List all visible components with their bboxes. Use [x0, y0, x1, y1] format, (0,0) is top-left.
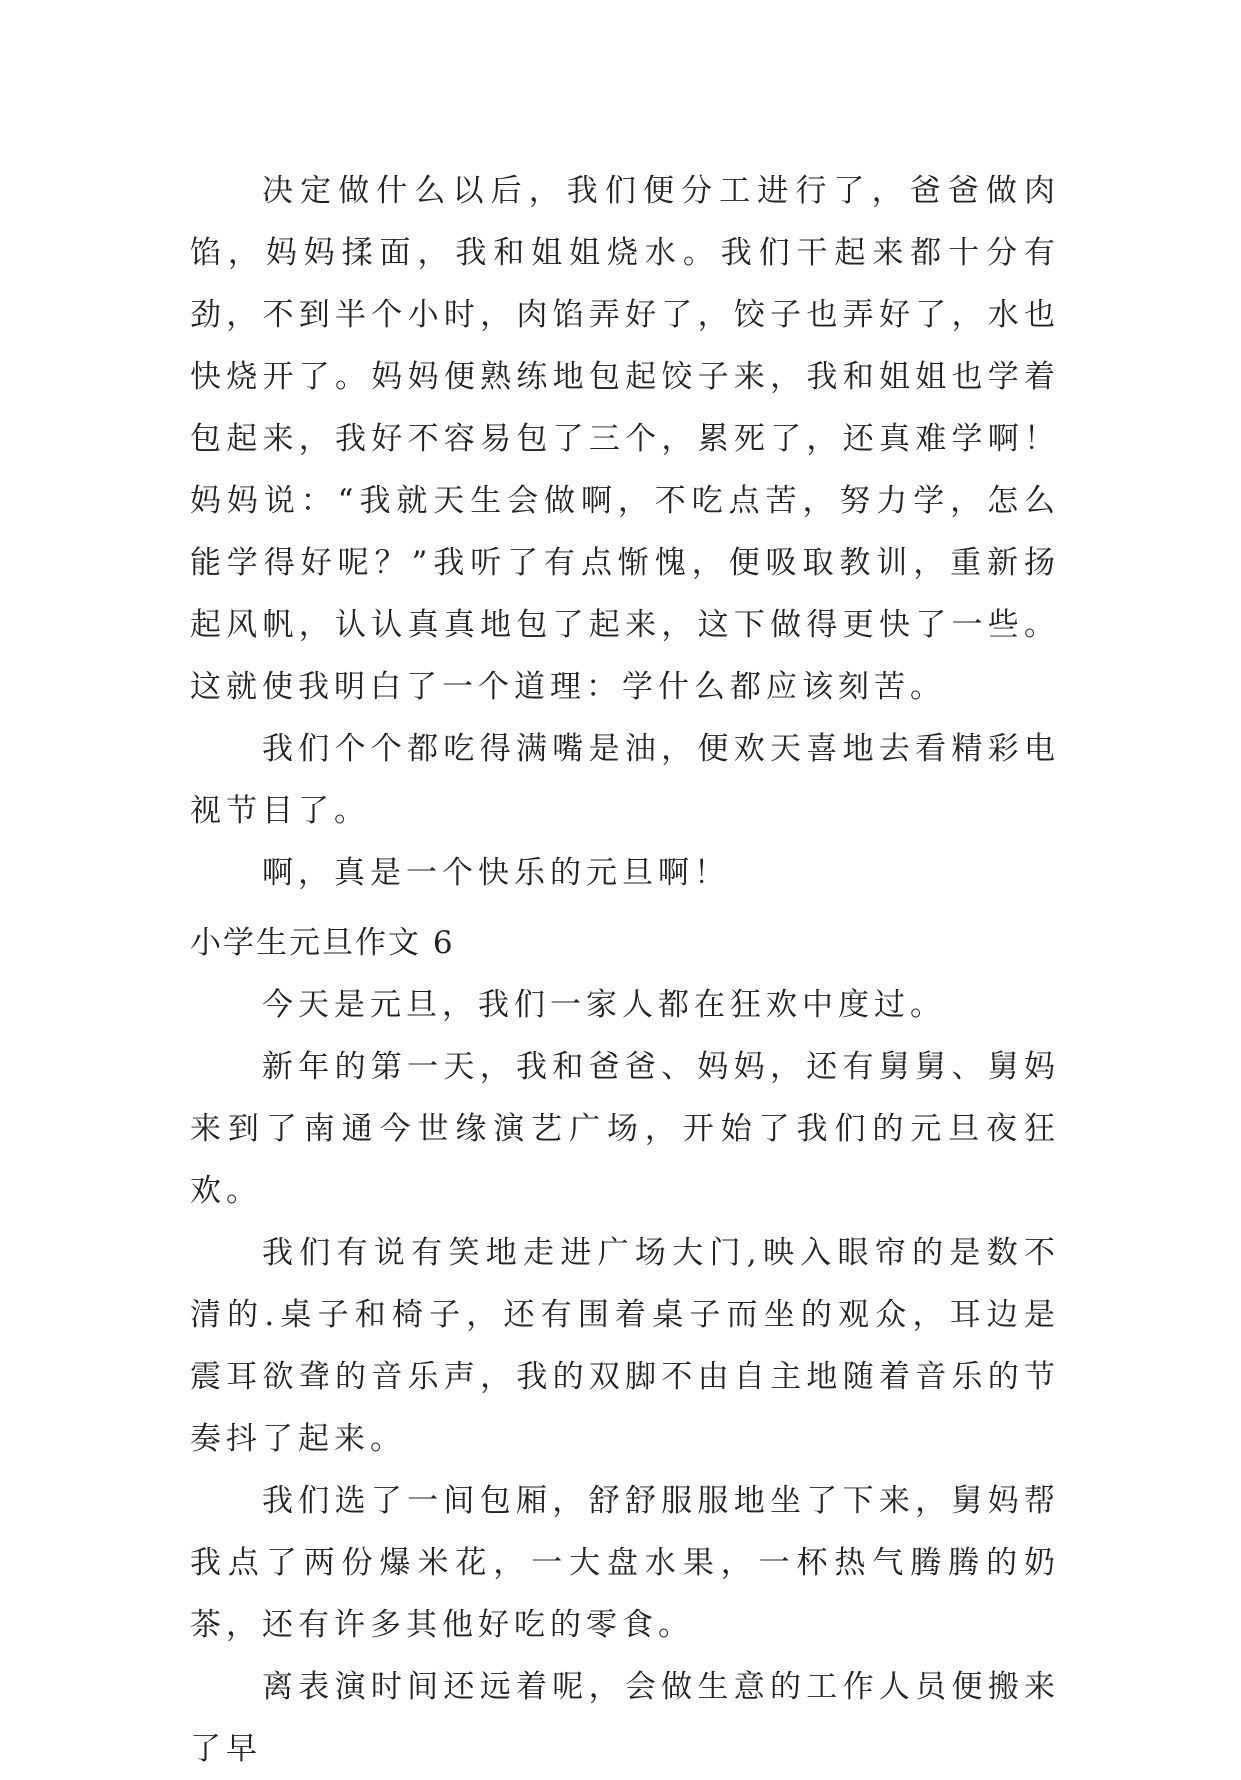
paragraph-happy-new-year: 啊，真是一个快乐的元旦啊！: [262, 855, 730, 891]
paragraph-square: 我们有说有笑地走进广场大门,映入眼帘的是数不清的.桌子和椅子，还有围着桌子而坐的观众，耳边是震耳欲聋的音乐声，我的双脚不由自主地随着音乐的节奏抖了起来。: [190, 1235, 1060, 1457]
paragraph-arrival: 新年的第一天，我和爸爸、妈妈，还有舅舅、舅妈来到了南通今世缘演艺广场，开始了我们的元旦夜狂欢。: [190, 1049, 1060, 1209]
paragraph-new-year-day: 今天是元旦，我们一家人都在狂欢中度过。: [262, 987, 946, 1023]
section-title: 小学生元旦作文 6: [190, 925, 455, 961]
paragraph-eating: 我们个个都吃得满嘴是油，便欢天喜地去看精彩电视节目了。: [190, 731, 1060, 829]
paragraph-dumplings: 决定做什么以后，我们便分工进行了，爸爸做肉馅，妈妈揉面，我和姐姐烧水。我们干起来都十分有劲，不到半个小时，肉馅弄好了，饺子也弄好了，水也快烧开了。妈妈便熟练地包起饺子来，我和姐姐也学着包起来，我好不容易包了三个，累死了，还真难学啊！妈妈说：“我就天生会做啊，不吃点苦，努力学，怎么能学得好呢？”我听了有点惭愧，便吸取教训，重新扬起风帆，认认真真地包了起来，这下做得更快了一些。这就使我明白了一个道理：学什么都应该刻苦。: [190, 173, 1060, 705]
paragraph-private-room: 我们选了一间包厢，舒舒服服地坐了下来，舅妈帮我点了两份爆米花，一大盘水果，一杯热气腾腾的奶茶，还有许多其他好吃的零食。: [190, 1483, 1060, 1643]
paragraph-before-show: 离表演时间还远着呢，会做生意的工作人员便搬来了早: [190, 1669, 1060, 1767]
essay-top-section: [190, 160, 1060, 904]
essay-6-body: [190, 974, 1060, 1780]
